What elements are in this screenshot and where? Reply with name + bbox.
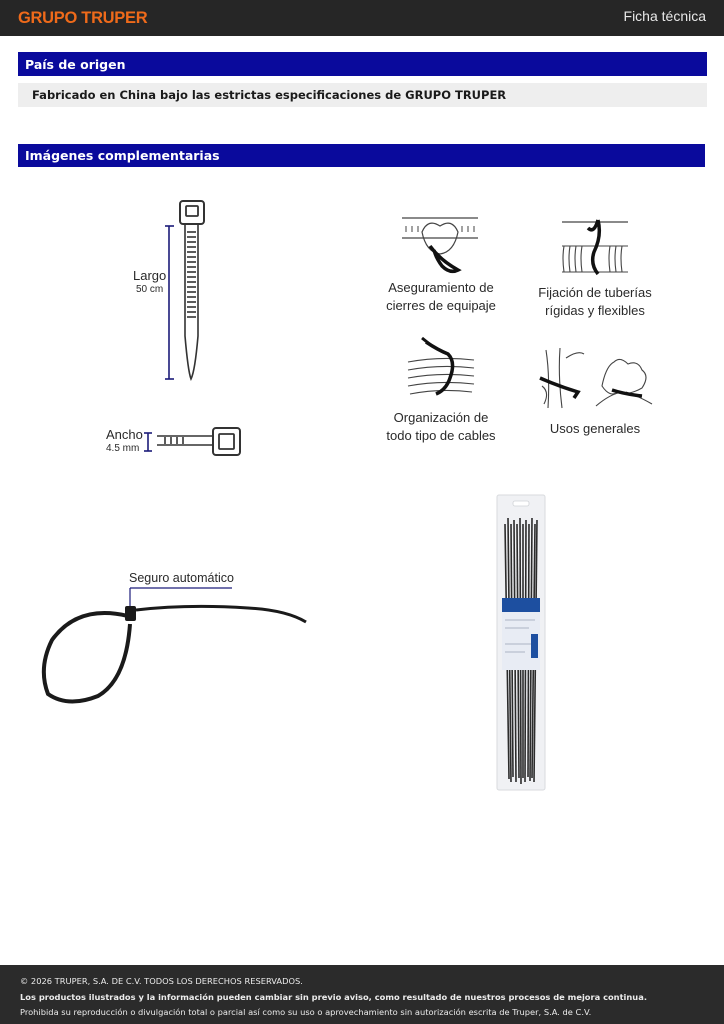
use-caption-luggage: Aseguramiento de cierres de equipaje (386, 280, 496, 313)
general-use-icon (538, 346, 658, 410)
brand-logo: GRUPO TRUPER (18, 9, 148, 27)
section-header-origin: País de origen (18, 52, 707, 76)
length-value: 50 cm (136, 284, 164, 295)
use-caption-cables: Organización de todo tipo de cables (386, 410, 496, 443)
footer-notice: Los productos ilustrados y la información pueden cambiar sin previo aviso, como resultado de nuestros procesos de mejora continua. (20, 991, 647, 1002)
document-type: Ficha técnica (623, 8, 706, 24)
pipe-fastening-icon (558, 216, 632, 278)
use-caption-general: Usos generales (549, 421, 641, 436)
cable-tie-width-diagram (143, 424, 245, 460)
section-header-images: Imágenes complementarias (18, 144, 705, 167)
product-package-image (495, 494, 547, 792)
width-value: 4.5 mm (106, 443, 140, 454)
footer-prohibition: Prohibida su reproducción o divulgación total o parcial así como su uso o aprovechamiento sin autorización escrita de Truper, S.A. de C.V. (20, 1007, 592, 1017)
cable-bundle-icon (404, 336, 478, 400)
luggage-zipper-icon (398, 212, 482, 276)
footer (0, 965, 724, 1024)
cable-tie-length-diagram (160, 196, 210, 386)
top-bar (0, 0, 724, 36)
use-caption-pipes: Fijación de tuberías rígidas y flexibles (538, 285, 652, 318)
width-label: Ancho (106, 427, 143, 442)
length-label: Largo (133, 268, 167, 283)
footer-copyright: © 2026 TRUPER, S.A. DE C.V. TODOS LOS DERECHOS RESERVADOS. (20, 976, 303, 986)
cable-tie-loop-image (38, 584, 310, 708)
lock-label: Seguro automático (129, 571, 234, 585)
origin-text: Fabricado en China bajo las estrictas especificaciones de GRUPO TRUPER (18, 83, 707, 107)
